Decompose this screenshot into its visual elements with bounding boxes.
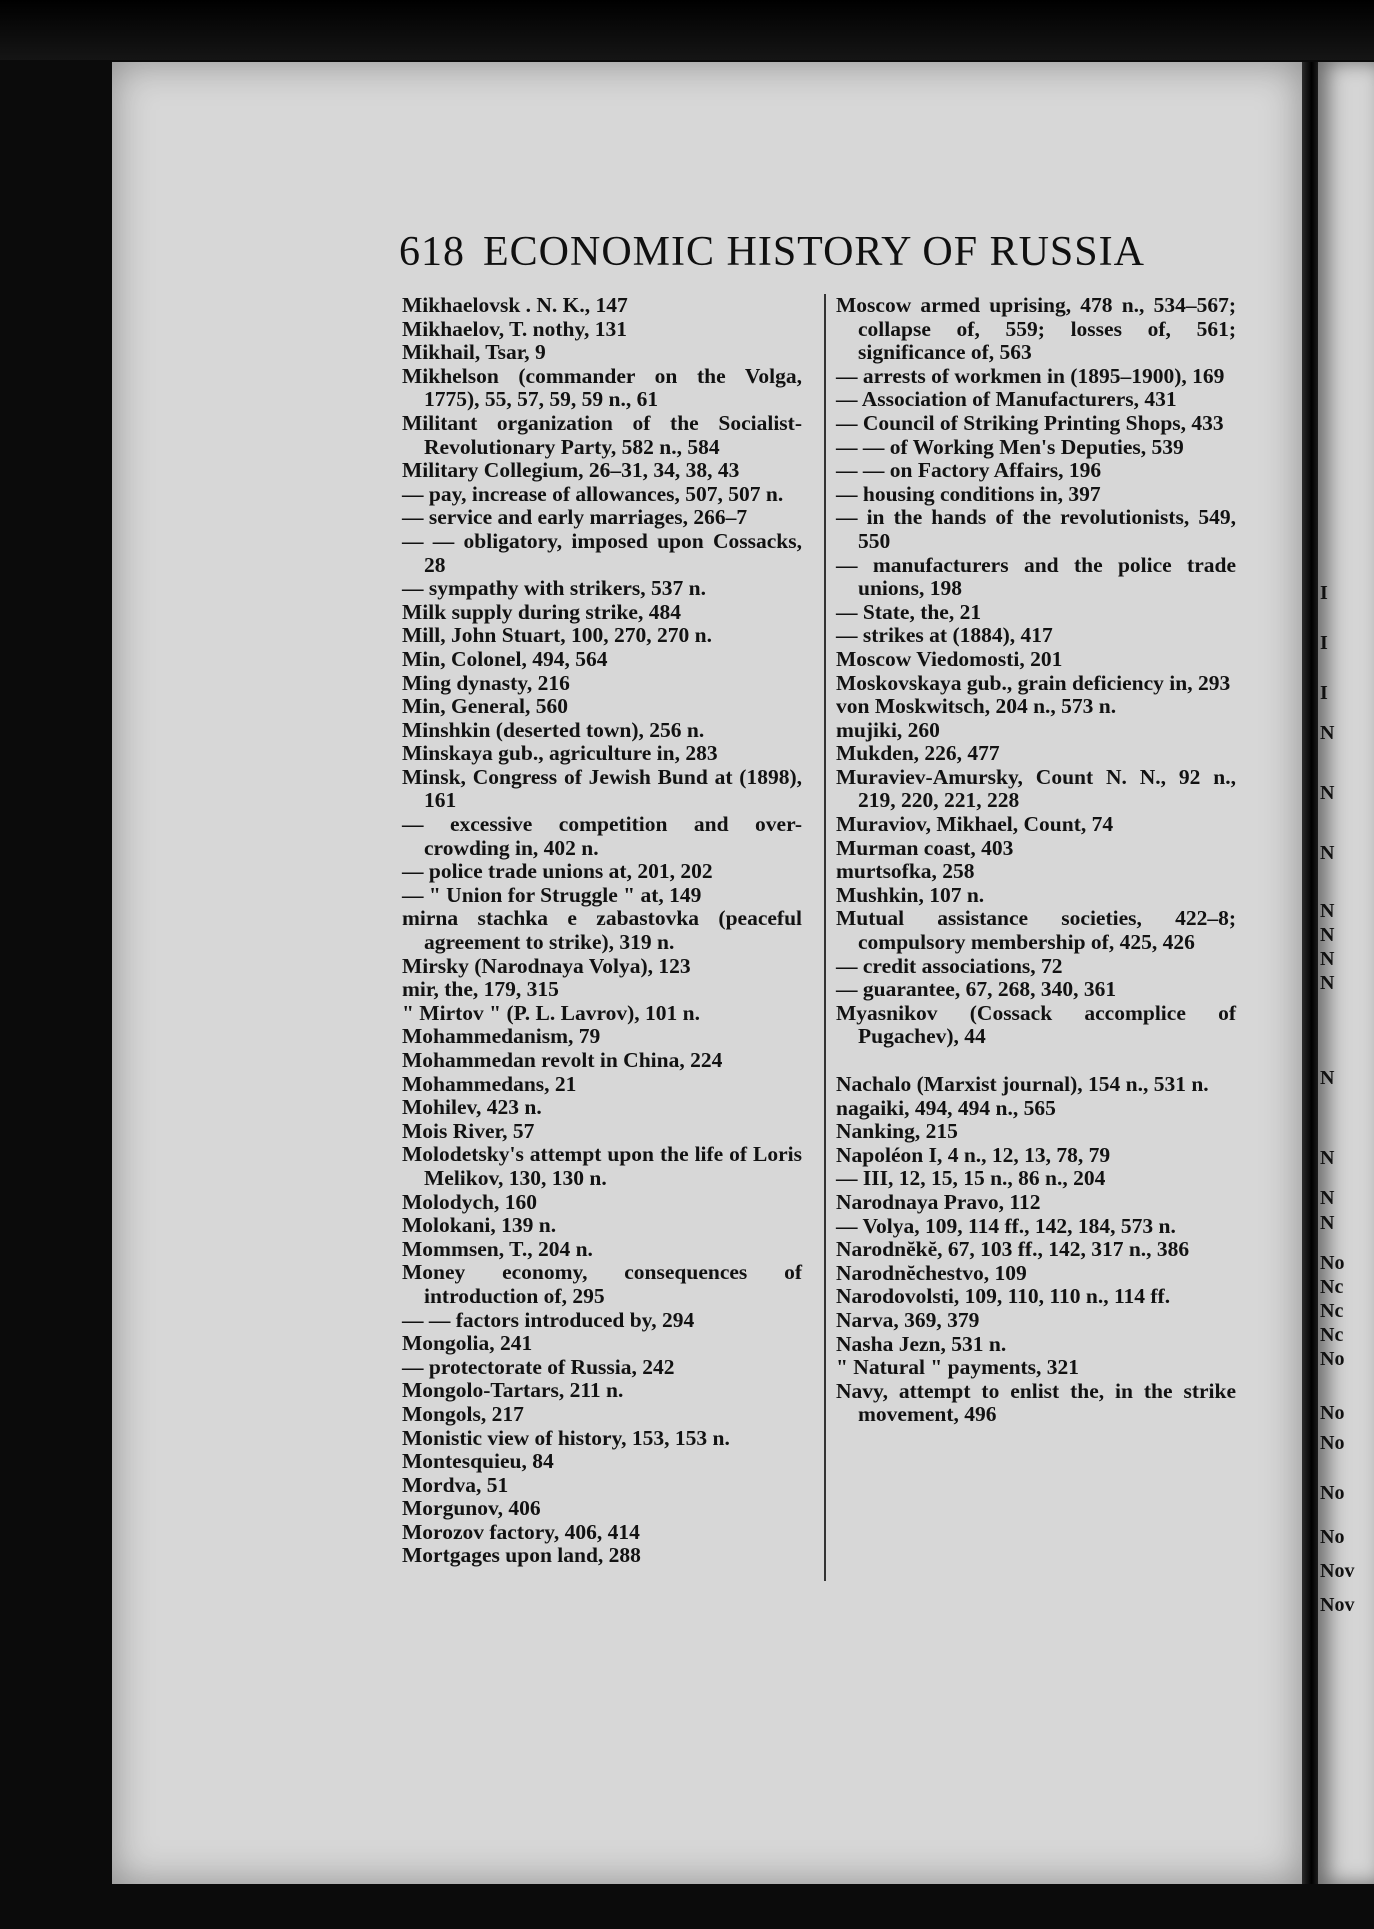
facing-page-fragment: N bbox=[1320, 900, 1335, 922]
index-entry: Montesquieu, 84 bbox=[402, 1449, 554, 1474]
facing-page-fragment: N bbox=[1320, 924, 1335, 946]
index-entry: Min, General, 560 bbox=[402, 694, 569, 719]
index-entry: Mongolia, 241 bbox=[402, 1331, 533, 1356]
index-entry: mirna stachka e zabastovka (peaceful agreement to strike), 319 n. bbox=[402, 906, 802, 955]
facing-page-fragment: I bbox=[1320, 682, 1328, 704]
index-entry: Molodych, 160 bbox=[402, 1189, 537, 1214]
index-entry: — — on Factory Affairs, 196 bbox=[836, 458, 1102, 483]
index-entry: Murman coast, 403 bbox=[836, 835, 1014, 860]
index-entry: Nanking, 215 bbox=[836, 1119, 958, 1144]
index-entry: — " Union for Struggle " at, 149 bbox=[402, 882, 702, 907]
index-entry: — manufacturers and the police trade unions, 198 bbox=[836, 552, 1236, 601]
facing-page-fragment: Nc bbox=[1320, 1276, 1344, 1298]
index-entry: mir, the, 179, 315 bbox=[402, 977, 559, 1002]
index-entry: Mikhail, Tsar, 9 bbox=[402, 340, 546, 365]
facing-page-fragment: N bbox=[1320, 722, 1335, 744]
index-entry: Milk supply during strike, 484 bbox=[402, 599, 681, 624]
index-entry: Moscow Viedomosti, 201 bbox=[836, 646, 1063, 671]
index-entry: — — factors introduced by, 294 bbox=[402, 1307, 695, 1332]
facing-page-edge bbox=[1318, 62, 1374, 1884]
index-entry: — Volya, 109, 114 ff., 142, 184, 573 n. bbox=[836, 1213, 1176, 1238]
index-entry: von Moskwitsch, 204 n., 573 n. bbox=[836, 694, 1117, 719]
index-entry: — State, the, 21 bbox=[836, 599, 982, 624]
index-entry: Myasnikov (Cossack accomplice of Pugachev), 44 bbox=[836, 1000, 1236, 1049]
index-entry: Napoléon I, 4 n., 12, 13, 78, 79 bbox=[836, 1142, 1111, 1167]
facing-page-fragment: Nov bbox=[1320, 1594, 1355, 1616]
facing-page-fragment: Nc bbox=[1320, 1300, 1344, 1322]
book-spine bbox=[1302, 62, 1318, 1884]
index-entry: Mommsen, T., 204 n. bbox=[402, 1236, 593, 1261]
column-divider bbox=[824, 294, 826, 1581]
index-column-right bbox=[836, 294, 1236, 1427]
facing-page-fragment: N bbox=[1320, 1212, 1335, 1234]
index-entry: Mirsky (Narodnaya Volya), 123 bbox=[402, 953, 691, 978]
index-entry: Ming dynasty, 216 bbox=[402, 670, 570, 695]
index-entry: — sympathy with strikers, 537 n. bbox=[402, 576, 707, 601]
index-entry: Morgunov, 406 bbox=[402, 1496, 541, 1521]
index-entry: Moskovskaya gub., grain deficiency in, 293 bbox=[836, 670, 1231, 695]
index-entry: Mohilev, 423 n. bbox=[402, 1095, 542, 1120]
scan-top-edge bbox=[0, 0, 1374, 60]
index-entry: Narodnĕkĕ, 67, 103 ff., 142, 317 n., 386 bbox=[836, 1237, 1190, 1262]
index-entry: Minshkin (deserted town), 256 n. bbox=[402, 717, 705, 742]
facing-page-fragment: No bbox=[1320, 1348, 1345, 1370]
index-entry: Mill, John Stuart, 100, 270, 270 n. bbox=[402, 623, 712, 648]
index-entry: — arrests of workmen in (1895–1900), 169 bbox=[836, 363, 1225, 388]
index-entry: Narva, 369, 379 bbox=[836, 1307, 980, 1332]
index-entry: — service and early marriages, 266–7 bbox=[402, 505, 748, 530]
index-entry: Mikhaelovsk . N. K., 147 bbox=[402, 293, 628, 317]
index-entry: Money economy, consequences of introduction of, 295 bbox=[402, 1260, 802, 1308]
page-title: ECONOMIC HISTORY OF RUSSIA bbox=[483, 229, 1145, 275]
index-entry: — Association of Manufacturers, 431 bbox=[836, 387, 1177, 412]
facing-page-fragment: No bbox=[1320, 1402, 1345, 1424]
page-number: 618 bbox=[399, 229, 465, 275]
facing-page-fragment: N bbox=[1320, 782, 1335, 804]
index-entry: — guarantee, 67, 268, 340, 361 bbox=[836, 977, 1117, 1002]
index-entry: Mohammedanism, 79 bbox=[402, 1024, 601, 1049]
facing-page-fragment: I bbox=[1320, 582, 1328, 604]
index-entry: — credit associations, 72 bbox=[836, 953, 1063, 978]
index-entry: Mongols, 217 bbox=[402, 1401, 524, 1426]
index-entry: Militant organization of the Socialist-Revolutionary Party, 582 n., 584 bbox=[402, 410, 802, 459]
index-entry: " Natural " payments, 321 bbox=[836, 1355, 1080, 1380]
facing-page-fragment: N bbox=[1320, 1067, 1335, 1089]
index-entry: Minsk, Congress of Jewish Bund at (1898), 161 bbox=[402, 764, 802, 813]
index-entry: — housing conditions in, 397 bbox=[836, 481, 1101, 506]
index-entry: Molodetsky's attempt upon the life of Loris Melikov, 130, 130 n. bbox=[402, 1142, 802, 1190]
index-entry: Muraviev-Amursky, Count N. N., 92 n., 219, 220, 221, 228 bbox=[836, 764, 1236, 813]
index-entry: nagaiki, 494, 494 n., 565 bbox=[836, 1095, 1056, 1120]
index-entry: Mordva, 51 bbox=[402, 1472, 509, 1497]
index-entry: — police trade unions at, 201, 202 bbox=[402, 859, 713, 884]
index-entry: Mortgages upon land, 288 bbox=[402, 1543, 641, 1568]
index-entry: Mikhaelov, T. nothy, 131 bbox=[402, 316, 628, 341]
index-entry: Moscow armed uprising, 478 n., 534–567; collapse of, 559; losses of, 561; significance of, 563 bbox=[836, 293, 1236, 365]
index-entry: — excessive competition and over-crowding in, 402 n. bbox=[402, 812, 802, 860]
index-entry: — pay, increase of allowances, 507, 507 n. bbox=[402, 481, 784, 506]
facing-page-fragment: No bbox=[1320, 1252, 1345, 1274]
facing-page-fragment: No bbox=[1320, 1432, 1345, 1454]
index-entry: — in the hands of the revolutionists, 549, 550 bbox=[836, 505, 1236, 553]
index-entry: Navy, attempt to enlist the, in the strike movement, 496 bbox=[836, 1378, 1236, 1427]
index-entry: Molokani, 139 n. bbox=[402, 1213, 557, 1238]
index-entry: Mushkin, 107 n. bbox=[836, 882, 985, 907]
index-entry: Minskaya gub., agriculture in, 283 bbox=[402, 741, 718, 766]
index-entry: " Mirtov " (P. L. Lavrov), 101 n. bbox=[402, 1000, 700, 1025]
index-entry: Narodovolsti, 109, 110, 110 n., 114 ff. bbox=[836, 1284, 1171, 1309]
facing-page-fragment: N bbox=[1320, 948, 1335, 970]
index-entry: Mikhelson (commander on the Volga, 1775), 55, 57, 59, 59 n., 61 bbox=[402, 363, 802, 412]
facing-page-fragment: No bbox=[1320, 1526, 1345, 1548]
index-entry: Mongolo-Tartars, 211 n. bbox=[402, 1378, 624, 1403]
index-entry: Mois River, 57 bbox=[402, 1118, 535, 1143]
facing-page-fragment: No bbox=[1320, 1482, 1345, 1504]
index-entry: — — obligatory, imposed upon Cossacks, 28 bbox=[402, 528, 802, 577]
running-header bbox=[399, 228, 1189, 276]
index-entry: Monistic view of history, 153, 153 n. bbox=[402, 1425, 730, 1450]
facing-page-fragment: N bbox=[1320, 1147, 1335, 1169]
facing-page-fragment: Nov bbox=[1320, 1560, 1355, 1582]
facing-page-fragment: Nc bbox=[1320, 1324, 1344, 1346]
index-entry: Morozov factory, 406, 414 bbox=[402, 1519, 640, 1544]
index-entry: — — of Working Men's Deputies, 539 bbox=[836, 434, 1184, 459]
index-entry: Nasha Jezn, 531 n. bbox=[836, 1331, 1007, 1356]
index-entry: — III, 12, 15, 15 n., 86 n., 204 bbox=[836, 1166, 1106, 1191]
index-column-left bbox=[402, 294, 802, 1568]
facing-page-fragment: N bbox=[1320, 972, 1335, 994]
index-entry: Mohammedan revolt in China, 224 bbox=[402, 1048, 723, 1072]
index-entry: Military Collegium, 26–31, 34, 38, 43 bbox=[402, 458, 740, 483]
section-gap bbox=[836, 1049, 1236, 1073]
index-entry: Muraviov, Mikhael, Count, 74 bbox=[836, 812, 1114, 837]
index-entry: — Council of Striking Printing Shops, 433 bbox=[836, 410, 1224, 435]
index-entry: Narodnĕchestvo, 109 bbox=[836, 1260, 1027, 1285]
index-entry: Mohammedans, 21 bbox=[402, 1071, 577, 1096]
index-entry: murtsofka, 258 bbox=[836, 859, 975, 884]
index-entry: Mukden, 226, 477 bbox=[836, 741, 1000, 766]
facing-page-fragment: N bbox=[1320, 1187, 1335, 1209]
index-entry: — strikes at (1884), 417 bbox=[836, 623, 1053, 648]
facing-page-fragment: N bbox=[1320, 842, 1335, 864]
index-entry: Min, Colonel, 494, 564 bbox=[402, 646, 608, 671]
index-entry: Nachalo (Marxist journal), 154 n., 531 n. bbox=[836, 1072, 1209, 1096]
index-entry: — protectorate of Russia, 242 bbox=[402, 1354, 675, 1379]
index-entry: Narodnaya Pravo, 112 bbox=[836, 1189, 1041, 1214]
index-entry: Mutual assistance societies, 422–8; compulsory membership of, 425, 426 bbox=[836, 906, 1236, 955]
facing-page-fragment: I bbox=[1320, 632, 1328, 654]
index-entry: mujiki, 260 bbox=[836, 717, 940, 742]
